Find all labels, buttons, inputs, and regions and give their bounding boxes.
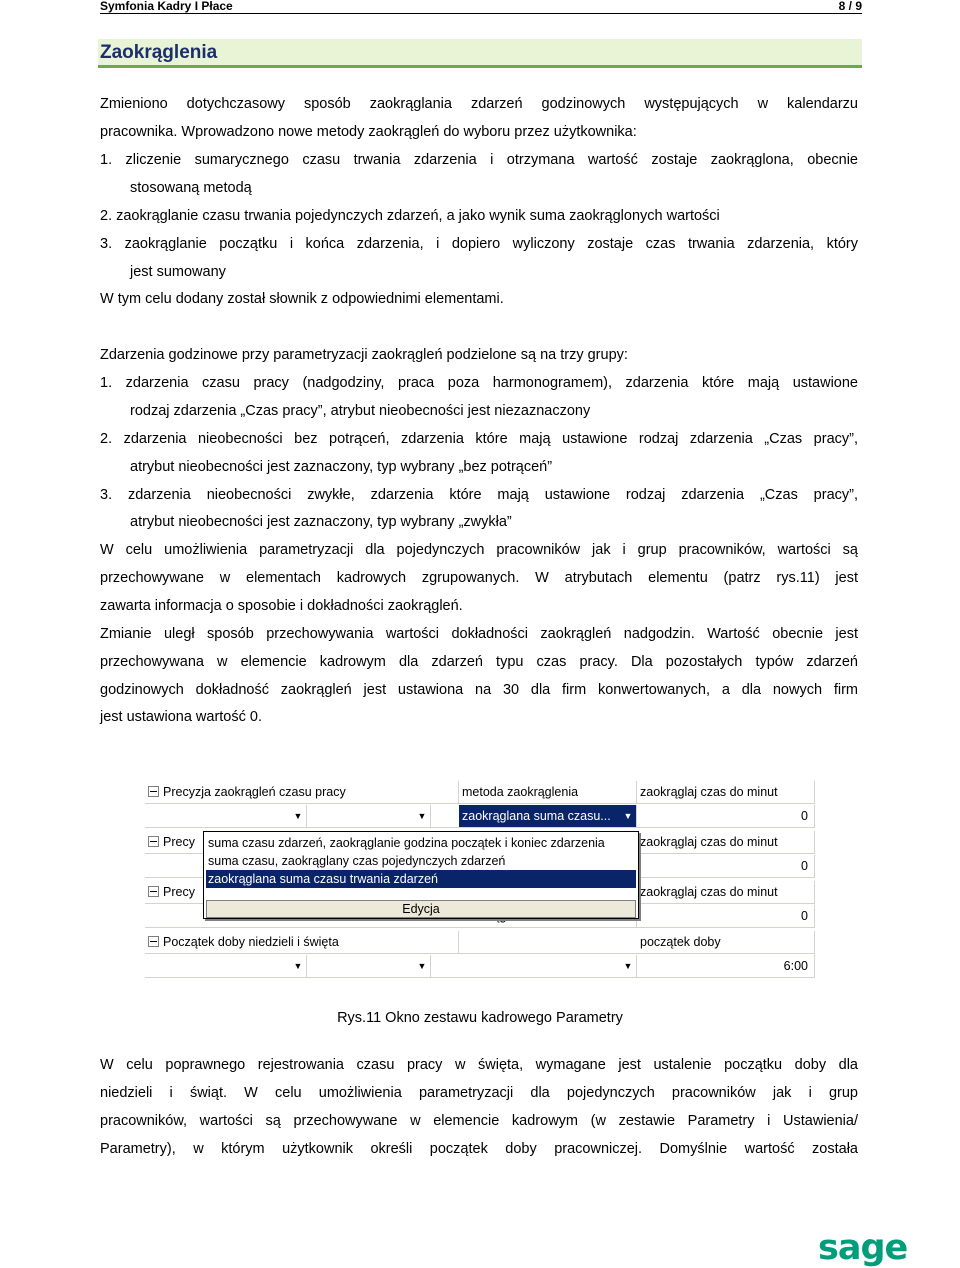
dropdown-cell[interactable] (213, 955, 307, 977)
dropdown-cell[interactable] (307, 805, 431, 827)
paragraph-line: zawarta informacja o sposobie i dokładności zaokrągleń. (100, 598, 463, 614)
method-dropdown-list (203, 831, 639, 919)
paragraph-line: pracownika. Wprowadzono nowe metody zaokrągleń do wyboru przez użytkownika: (100, 124, 637, 140)
list-item-continuation: rodzaj zdarzenia „Czas pracy”, atrybut nieobecności jest niezaznaczony (130, 403, 591, 419)
dropdown-arrow-icon[interactable]: ▼ (293, 811, 303, 821)
day-start-field[interactable] (637, 955, 815, 977)
minutes-field[interactable] (637, 905, 815, 927)
group-header-day-start[interactable] (145, 931, 459, 953)
paragraph-line: przechowywane w elementach kadrowych zgrupowanych. W atrybutach elementu (patrz rys.11) jest (100, 570, 858, 586)
paragraph-line: W tym celu dodany został słownik z odpowiednimi elementami. (100, 291, 504, 307)
dropdown-arrow-icon[interactable]: ▼ (417, 811, 427, 821)
dropdown-arrow-icon[interactable]: ▼ (293, 961, 303, 971)
list-item-continuation: stosowaną metodą (130, 180, 252, 196)
list-item: 1. zliczenie sumarycznego czasu trwania zdarzenia i otrzymana wartość zostaje zaokrąglona, obecnie (100, 152, 858, 168)
group-label: Precy (163, 835, 195, 849)
section-title-bar (98, 39, 862, 68)
paragraph-line: Zdarzenia godzinowe przy parametryzacji zaokrągleń podzielone są na trzy grupy: (100, 347, 628, 363)
section-title: Zaokrąglenia (100, 42, 218, 63)
group-label: Początek doby niedzieli i święta (163, 935, 339, 949)
dropdown-cell[interactable] (307, 955, 431, 977)
dropdown-cell[interactable] (213, 805, 307, 827)
paragraph-line: jest ustawiona wartość 0. (100, 709, 262, 725)
list-item-continuation: jest sumowany (130, 264, 226, 280)
collapse-icon[interactable] (148, 936, 159, 947)
paragraph-line: W celu poprawnego rejestrowania czasu pracy w święta, wymagane jest ustalenie początku doby dla (100, 1057, 858, 1073)
minutes-field[interactable] (637, 855, 815, 877)
edit-button[interactable]: Edycja (206, 900, 636, 918)
paragraph-line: Parametry), w którym użytkownik określi początek doby pracowniczej. Domyślnie wartość została (100, 1141, 858, 1157)
group-label: Precyzja zaokrągleń czasu pracy (163, 785, 346, 799)
paragraph-line: Zmieniono dotychczasowy sposób zaokrąglania zdarzeń godzinowych występujących w kalendarzu (100, 96, 858, 112)
list-item: 2. zaokrąglanie czasu trwania pojedynczych zdarzeń, a jako wynik suma zaokrąglonych wartości (100, 208, 720, 224)
page-header (100, 0, 862, 14)
dropdown-option-selected[interactable]: zaokrąglana suma czasu trwania zdarzeń (206, 870, 636, 888)
collapse-icon[interactable] (148, 786, 159, 797)
minutes-field[interactable] (637, 805, 815, 827)
paragraph-line: przechowywana w elemencie kadrowym dla zdarzeń typu czas pracy. Dla pozostałych typów zdarzeń (100, 654, 858, 670)
paragraph-line: godzinowych dokładność zaokrągleń jest ustawiona na 30 dla firm konwertowanych, a dla nowych firm (100, 682, 858, 698)
figure-caption: Rys.11 Okno zestawu kadrowego Parametry (337, 1010, 623, 1026)
column-header-method: metoda zaokrąglenia (459, 781, 637, 803)
list-item: 2. zdarzenia nieobecności bez potrąceń, zdarzenia które mają ustawione rodzaj zdarzenia „Czas pracy”, (100, 431, 858, 447)
group-row (145, 931, 815, 954)
method-value: zaokrąglana suma czasu... (462, 809, 611, 823)
dropdown-arrow-icon[interactable]: ▼ (623, 961, 633, 971)
list-item-continuation: atrybut nieobecności jest zaznaczony, typ wybrany „bez potrąceń” (130, 459, 553, 475)
parameters-window-screenshot (145, 771, 815, 986)
group-label: Precy (163, 885, 195, 899)
dropdown-option[interactable]: suma czasu, zaokrąglany czas pojedynczych zdarzeń (208, 854, 506, 868)
list-item: 3. zdarzenia nieobecności zwykłe, zdarzenia które mają ustawione rodzaj zdarzenia „Czas pracy”, (100, 487, 858, 503)
column-header-minutes: zaokrąglaj czas do minut (637, 881, 815, 903)
value-row (145, 955, 815, 978)
column-header-minutes: zaokrąglaj czas do minut (637, 831, 815, 853)
minutes-value: 0 (801, 909, 808, 923)
day-start-value: 6:00 (783, 959, 808, 973)
group-header-rounding-precision[interactable] (145, 781, 459, 803)
paragraph-line: Zmianie uległ sposób przechowywania wartości dokładności zaokrągleń nadgodzin. Wartość obecnie jest (100, 626, 858, 642)
dropdown-cell[interactable] (459, 955, 637, 977)
collapse-icon[interactable] (148, 836, 159, 847)
paragraph-line: niedzieli i świąt. W celu umożliwienia parametryzacji dla pojedynczych pracowników jak i grup (100, 1085, 858, 1101)
dropdown-arrow-icon[interactable]: ▼ (623, 811, 633, 821)
collapse-icon[interactable] (148, 886, 159, 897)
value-row (145, 805, 815, 828)
list-item-continuation: atrybut nieobecności jest zaznaczony, typ wybrany „zwykła” (130, 514, 512, 530)
list-item: 3. zaokrąglanie początku i końca zdarzenia, i dopiero wyliczony zostaje czas trwania zdarzenia, który (100, 236, 858, 252)
column-header-minutes: zaokrąglaj czas do minut (637, 781, 815, 803)
dropdown-option[interactable]: suma czasu zdarzeń, zaokrąglanie godzina początek i koniec zdarzenia (208, 836, 605, 850)
minutes-value: 0 (801, 859, 808, 873)
header-title: Symfonia Kadry I Płace (100, 0, 233, 13)
paragraph-line: W celu umożliwienia parametryzacji dla pojedynczych pracowników jak i grup pracowników, wartości są (100, 542, 858, 558)
paragraph-line: pracowników, wartości są przechowywane w elemencie kadrowym (w zestawie Parametry i Ustawienia/ (100, 1113, 858, 1129)
page-number: 8 / 9 (838, 0, 862, 13)
minutes-value: 0 (801, 809, 808, 823)
column-header-day-start: początek doby (637, 931, 815, 953)
sage-logo: sage (818, 1228, 908, 1268)
dropdown-arrow-icon[interactable]: ▼ (417, 961, 427, 971)
method-select[interactable] (459, 805, 637, 827)
list-item: 1. zdarzenia czasu pracy (nadgodziny, praca poza harmonogramem), zdarzenia które mają ustawione (100, 375, 858, 391)
group-row (145, 781, 815, 804)
